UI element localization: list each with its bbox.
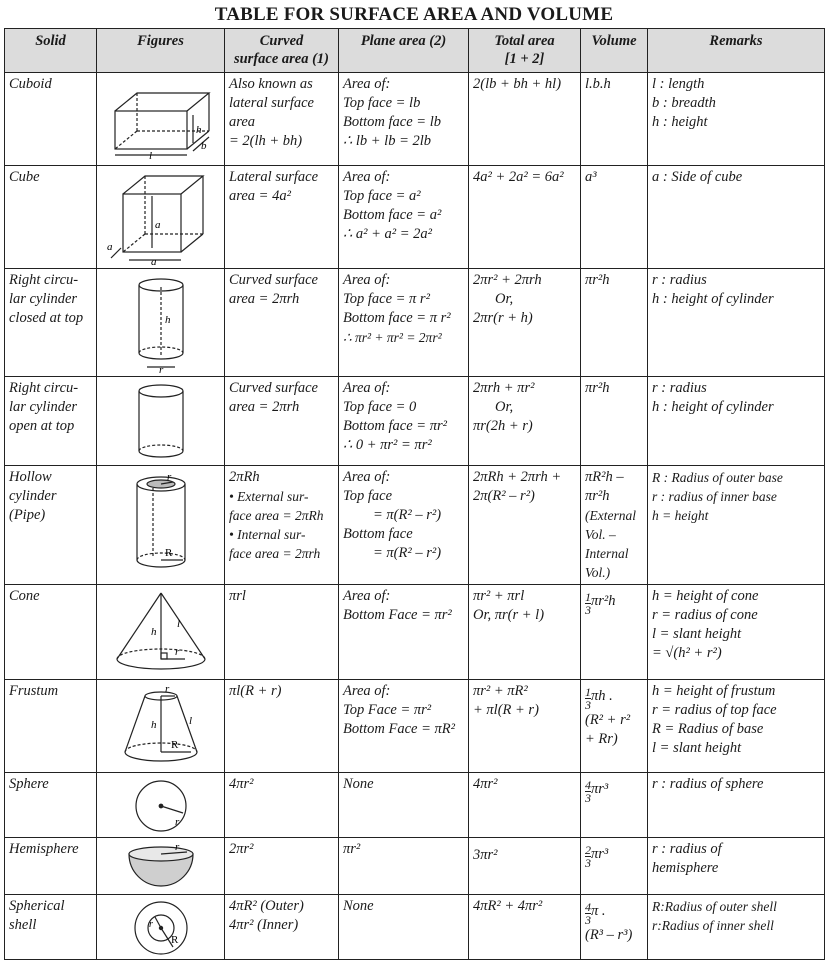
plane-area: Area of: Bottom Face = πr² bbox=[339, 585, 469, 680]
figure-label: r bbox=[167, 471, 172, 483]
solid-name: Right circu- lar cylinder closed at top bbox=[5, 269, 97, 377]
figure-label: h bbox=[196, 124, 202, 136]
volume: $\frac{1}{3}$ πr²h bbox=[581, 585, 648, 680]
table-row bbox=[5, 838, 825, 895]
solid-name: Sphere bbox=[5, 773, 97, 838]
table-row bbox=[5, 895, 825, 960]
volume-fraction: $\frac{4}{3}$ bbox=[585, 900, 591, 927]
figure-label: a bbox=[155, 219, 161, 231]
solid-name: Cube bbox=[5, 166, 97, 269]
volume-fraction: $\frac{1}{3}$ bbox=[585, 590, 591, 617]
curved-surface-area: 2πr² bbox=[225, 838, 339, 895]
volume: $\frac{4}{3}$ πr³ bbox=[581, 773, 648, 838]
figure-label: r bbox=[159, 364, 164, 373]
frustum-figure-icon bbox=[101, 682, 221, 770]
figure-label: l bbox=[189, 715, 193, 727]
curved-surface-area: 4πR² (Outer) 4πr² (Inner) bbox=[225, 895, 339, 960]
header-curved-surface-area: Curved surface area (1) bbox=[225, 29, 339, 73]
figure-label: a bbox=[151, 256, 157, 266]
curved-surface-area: Lateral surface area = 4a² bbox=[225, 166, 339, 269]
table-row bbox=[5, 773, 825, 838]
volume-fraction: $\frac{1}{3}$ bbox=[585, 685, 591, 712]
plane-area: Area of: Top face = π(R² – r²) Bottom face = π(R² – r²) bbox=[339, 466, 469, 585]
remarks: R:Radius of outer shell r:Radius of inner shell bbox=[648, 895, 825, 960]
figure-cell bbox=[97, 73, 225, 166]
table-row bbox=[5, 377, 825, 466]
figure-label: h bbox=[151, 719, 157, 731]
remarks: r : radius h : height of cylinder bbox=[648, 269, 825, 377]
table-row bbox=[5, 585, 825, 680]
figure-cell bbox=[97, 269, 225, 377]
figure-label: b bbox=[201, 140, 207, 152]
total-area: πr² + πrl Or, πr(r + l) bbox=[469, 585, 581, 680]
solid-name: Spherical shell bbox=[5, 895, 97, 960]
cone-figure-icon bbox=[101, 587, 221, 677]
header-row bbox=[5, 29, 825, 73]
figure-label: r bbox=[175, 816, 180, 828]
hemisphere-figure-icon bbox=[101, 840, 221, 892]
figure-label: r bbox=[175, 841, 180, 853]
total-area: πr² + πR² + πl(R + r) bbox=[469, 680, 581, 773]
volume: $\frac{2}{3}$ πr³ bbox=[581, 838, 648, 895]
figure-label: R bbox=[171, 934, 179, 946]
remarks: h = height of cone r = radius of cone l = slant height = √(h² + r²) bbox=[648, 585, 825, 680]
header-volume: Volume bbox=[581, 29, 648, 73]
header-total-area: Total area [1 + 2] bbox=[469, 29, 581, 73]
figure-cell bbox=[97, 680, 225, 773]
volume: a³ bbox=[581, 166, 648, 269]
plane-area: Area of: Top face = lb Bottom face = lb ∴ lb + lb = 2lb bbox=[339, 73, 469, 166]
plane-area: Area of: Top Face = πr² Bottom Face = πR² bbox=[339, 680, 469, 773]
volume: πR²h – πr²h (External Vol. – Internal Vol.) bbox=[581, 466, 648, 585]
volume-fraction: $\frac{4}{3}$ bbox=[585, 778, 591, 805]
cuboid-figure-icon bbox=[101, 75, 221, 163]
sphere-figure-icon bbox=[101, 775, 221, 835]
table-row bbox=[5, 680, 825, 773]
figure-cell bbox=[97, 166, 225, 269]
figure-label: l bbox=[149, 150, 153, 162]
surface-area-volume-table bbox=[4, 28, 825, 960]
figure-label: r bbox=[175, 646, 180, 658]
curved-surface-area: πl(R + r) bbox=[225, 680, 339, 773]
volume: $\frac{4}{3}$ π . (R³ – r³) bbox=[581, 895, 648, 960]
total-area: 2πRh + 2πrh + 2π(R² – r²) bbox=[469, 466, 581, 585]
table-row bbox=[5, 166, 825, 269]
figure-cell bbox=[97, 377, 225, 466]
plane-area: Area of: Top face = 0 Bottom face = πr² ∴ 0 + πr² = πr² bbox=[339, 377, 469, 466]
curved-surface-area: 2πRh • External sur- face area = 2πRh • Internal sur- face area = 2πrh bbox=[225, 466, 339, 585]
remarks: r : radius of sphere bbox=[648, 773, 825, 838]
figure-label: l bbox=[177, 618, 181, 630]
remarks: r : radius h : height of cylinder bbox=[648, 377, 825, 466]
table-row bbox=[5, 73, 825, 166]
solid-name: Frustum bbox=[5, 680, 97, 773]
figure-cell bbox=[97, 773, 225, 838]
figure-cell bbox=[97, 585, 225, 680]
solid-name: Cuboid bbox=[5, 73, 97, 166]
spherical-shell-figure-icon bbox=[101, 897, 221, 957]
solid-name: Right circu- lar cylinder open at top bbox=[5, 377, 97, 466]
table-row bbox=[5, 269, 825, 377]
curved-surface-area: 4πr² bbox=[225, 773, 339, 838]
total-area: 2πrh + πr² Or, πr(2h + r) bbox=[469, 377, 581, 466]
total-area: 4a² + 2a² = 6a² bbox=[469, 166, 581, 269]
remarks: l : length b : breadth h : height bbox=[648, 73, 825, 166]
curved-surface-area: πrl bbox=[225, 585, 339, 680]
curved-surface-area: Also known as lateral surface area = 2(lh + bh) bbox=[225, 73, 339, 166]
figure-label: r bbox=[165, 683, 170, 695]
solid-name: Hemisphere bbox=[5, 838, 97, 895]
remarks: a : Side of cube bbox=[648, 166, 825, 269]
curved-surface-area: Curved surface area = 2πrh bbox=[225, 377, 339, 466]
total-area: 4πr² bbox=[469, 773, 581, 838]
page-title: TABLE FOR SURFACE AREA AND VOLUME bbox=[214, 4, 614, 25]
volume: πr²h bbox=[581, 269, 648, 377]
closed-cylinder-figure-icon bbox=[101, 271, 221, 373]
header-remarks: Remarks bbox=[648, 29, 825, 73]
volume: l.b.h bbox=[581, 73, 648, 166]
volume: $\frac{1}{3}$ πh . (R² + r² + Rr) bbox=[581, 680, 648, 773]
solid-name: Hollow cylinder (Pipe) bbox=[5, 466, 97, 585]
figure-label: r bbox=[149, 919, 153, 930]
curved-surface-area: Curved surface area = 2πrh bbox=[225, 269, 339, 377]
remarks: R : Radius of outer base r : radius of inner base h = height bbox=[648, 466, 825, 585]
figure-cell bbox=[97, 838, 225, 895]
plane-area: πr² bbox=[339, 838, 469, 895]
plane-area: Area of: Top face = π r² Bottom face = π r² ∴ πr² + πr² = 2πr² bbox=[339, 269, 469, 377]
header-figures: Figures bbox=[97, 29, 225, 73]
figure-cell bbox=[97, 466, 225, 585]
total-area: 4πR² + 4πr² bbox=[469, 895, 581, 960]
remarks: r : radius of hemisphere bbox=[648, 838, 825, 895]
figure-cell bbox=[97, 895, 225, 960]
plane-area: None bbox=[339, 773, 469, 838]
solid-name: Cone bbox=[5, 585, 97, 680]
figure-label: R bbox=[165, 547, 173, 559]
plane-area: None bbox=[339, 895, 469, 960]
hollow-cylinder-figure-icon bbox=[101, 468, 221, 578]
plane-area: Area of: Top face = a² Bottom face = a² ∴ a² + a² = 2a² bbox=[339, 166, 469, 269]
header-solid: Solid bbox=[5, 29, 97, 73]
remarks: h = height of frustum r = radius of top face R = Radius of base l = slant height bbox=[648, 680, 825, 773]
total-area: 2(lb + bh + hl) bbox=[469, 73, 581, 166]
total-area: 3πr² bbox=[469, 838, 581, 895]
cube-figure-icon bbox=[101, 168, 221, 266]
volume: πr²h bbox=[581, 377, 648, 466]
figure-label: h bbox=[165, 314, 171, 326]
total-area: 2πr² + 2πrh Or, 2πr(r + h) bbox=[469, 269, 581, 377]
figure-label: h bbox=[151, 626, 157, 638]
volume-fraction: $\frac{2}{3}$ bbox=[585, 843, 591, 870]
table-row bbox=[5, 466, 825, 585]
header-plane-area: Plane area (2) bbox=[339, 29, 469, 73]
open-cylinder-figure-icon bbox=[101, 379, 221, 463]
figure-label: R bbox=[171, 739, 179, 751]
figure-label: a bbox=[107, 241, 113, 253]
